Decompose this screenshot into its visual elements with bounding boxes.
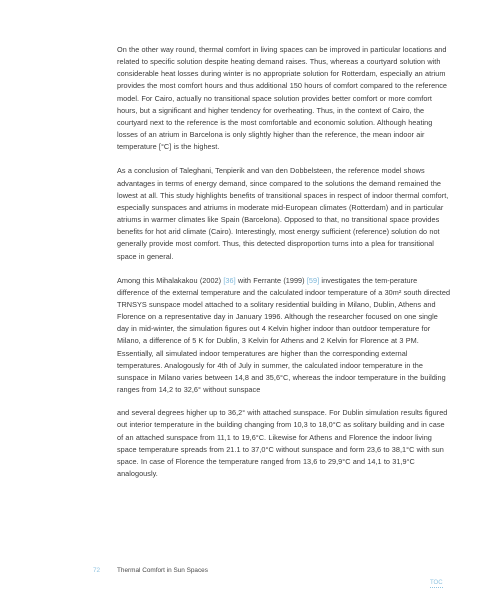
citation-link-36[interactable]: [36] <box>223 275 236 285</box>
page-number: 72 <box>93 567 101 574</box>
paragraph-text-segment: investigates the tem-perature difference of the external temperature and the calculated indoor temperature of a 30m² south directed TRNSYS sunspace model attached to a solitary residential building in Milano, Dublin, Athens and Florence on a representative day in January 1996. Although the researcher focused on one single day in mid-winter, the simulation figures out 4 Kelvin higher indoor than outdoor temperature for Milano, a difference of 5 K for Dublin, 3 Kelvin for Athens and 2 Kelvin for Florence at 3 PM. Essentially, all simulated indoor temperatures are higher than the corresponding external temperatures. Analogously for 4th of July in summer, the calculated indoor temperature in the sunspace in Milano varies between 14,8 and 35,6°C, whereas the indoor temperature in the building ranges from 14,2 to 32,6° without sunspace <box>117 275 451 395</box>
citation-link-59[interactable]: [59] <box>306 275 320 285</box>
running-title: Thermal Comfort in Sun Spaces <box>117 567 208 574</box>
page-footer <box>93 567 208 574</box>
paragraph-comfort-locations: On the other way round, thermal comfort in living spaces can be improved in particular locations and related to specific solution despite heating demand raises. Thus, whereas a courtyard solution with considerable heat losses during winter is no appropriate solution for Rotterdam, especially an atrium provides the most comfort hours and thus additional 150 hours of comfort compared to the reference model. For Cairo, actually no transitional space solution provides better comfort or more comfort hours, but a significant and higher tendency for overheating. Thus, in the context of Cairo, the courtyard next to the reference is the most comfortable and economic solution. Although heating losses of an atrium in Barcelona is only slightly higher than the reference, the mean indoor air temperature [°C] is the highest. <box>117 45 448 152</box>
paragraph-conclusion: As a conclusion of Taleghani, Tenpierik and van den Dobbelsteen, the reference model shows advantages in terms of energy demand, since compared to the solutions the demand remained the lowest at all. This study highlights benefits of transitional spaces in respect of indoor thermal comfort, especially sunspaces and atriums in moderate mid-European climates (Rotterdam) and in particular atriums in warmer climates like Spain (Barcelona). Opposed to that, no transitional space provides benefits for hot arid climate (Cairo). Interestingly, most energy sufficient (reference) solution do not generally provide most comfort. Thus, this detected disproportion turns into a plea for transitional space in general. <box>117 166 449 261</box>
paragraph-mihalakakou <box>117 275 451 397</box>
toc-link[interactable]: TOC <box>430 580 443 586</box>
main-text-column <box>117 44 451 492</box>
paragraph-text-segment: with Ferrante (1999) <box>235 275 307 285</box>
paragraph-text-segment: Among this Mihalakakou (2002) <box>117 275 224 285</box>
paragraph-dublin-athens-florence: and several degrees higher up to 36,2° with attached sunspace. For Dublin simulation results figured out interior temperature in the building changing from 10,3 to 18,0°C as solitary building and in case of an attached sunspace from 11,1 to 19,6°C. Likewise for Athens and Florence the indoor living space temperature spreads from 21.1 to 37,0°C without sunspace and form 23,6 to 38,1°C with sun space. In case of Florence the temperature ranged from 13,6 to 29,9°C and 14,1 to 31,9°C analogously. <box>117 408 448 478</box>
